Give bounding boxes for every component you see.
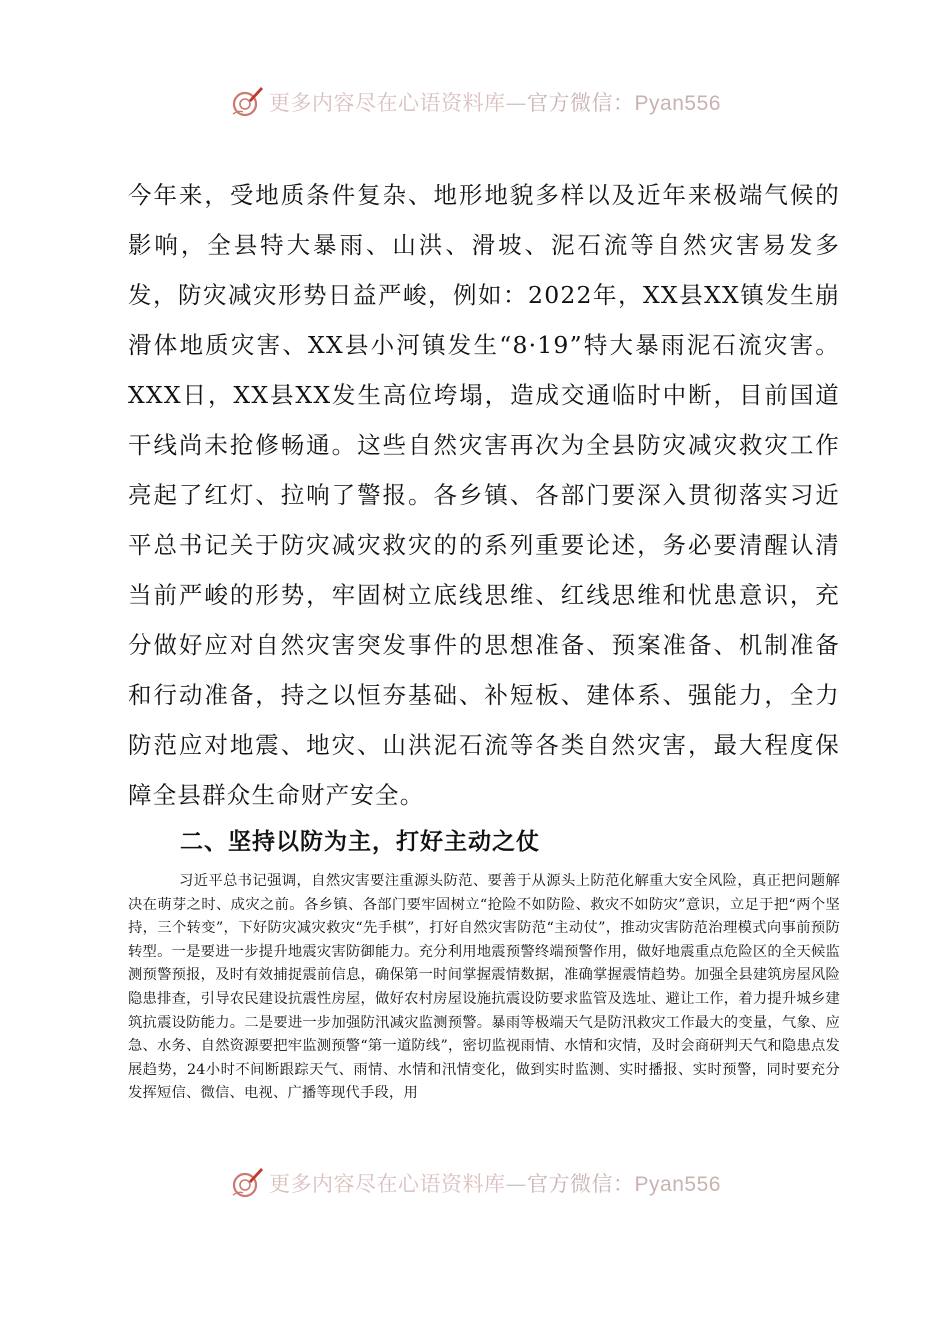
body-paragraph-small: 习近平总书记强调，自然灾害要注重源头防范、要善于从源头上防范化解重大安全风险，真正把问题解决在萌芽之时、成灾之前。各乡镇、各部门要牢固树立“抢险不如防险、救灾不如防灾”意识，立足于把“两个坚持，三个转变”，下好防灾减灾救灾“先手棋”，打好自然灾害防范“主动仗”，推动灾害防范治理模式向事前预防转型。一是要进一步提升地震灾害防御能力。充分利用地震预警终端预警作用，做好地震重点危险区的全天候监测预警预报，及时有效捕捉震前信息，确保第一时间掌握震情数据，准确掌握震情趋势。加强全县建筑房屋风险隐患排查，引导农民建设抗震性房屋，做好农村房屋设施抗震设防要求监管及选址、避让工作，着力提升城乡建筑抗震设防能力。二是要进一步加强防汛减灾监测预警。暴雨等极端天气是防汛救灾工作最大的变量，气象、应急、水务、自然资源要把牢监测预警“第一道防线”，密切监视雨情、水情和灾情，及时会商研判天气和隐患点发展趋势，24小时不间断跟踪天气、雨情、水情和汛情变化，做到实时监测、实时播报、实时预警，同时要充分发挥短信、微信、电视、广播等现代手段，用	[128, 873, 840, 1102]
footer-banner-text	[269, 1168, 721, 1198]
pen-logo-icon	[229, 1165, 265, 1201]
header-banner-separator: —	[505, 91, 528, 115]
header-banner-wechat: 官方微信：Pyan556	[527, 92, 721, 115]
footer-watermark-banner	[0, 1163, 950, 1203]
footer-banner-separator: —	[505, 1172, 528, 1196]
body-paragraph-large: 今年来，受地质条件复杂、地形地貌多样以及近年来极端气候的影响，全县特大暴雨、山洪、滑坡、泥石流等自然灾害易发多发，防灾减灾形势日益严峻，例如：2022年，XX县XX镇发生崩滑体地质灾害、XX县小河镇发生“8·19”特大暴雨泥石流灾害。XXX日，XX县XX发生高位垮塌，造成交通临时中断，目前国道干线尚未抢修畅通。这些自然灾害再次为全县防灾减灾救灾工作亮起了红灯、拉响了警报。各乡镇、各部门要深入贯彻落实习近平总书记关于防灾减灾救灾的的系列重要论述，务必要清醒认清当前严峻的形势，牢固树立底线思维、红线思维和忧患意识，充分做好应对自然灾害突发事件的思想准备、预案准备、机制准备和行动准备，持之以恒夯基础、补短板、建体系、强能力，全力防范应对地震、地灾、山洪泥石流等各类自然灾害，最大程度保障全县群众生命财产安全。	[128, 181, 840, 809]
footer-banner-title: 更多内容尽在心语资料库	[269, 1172, 506, 1196]
header-banner-title: 更多内容尽在心语资料库	[269, 91, 506, 115]
header-watermark-banner	[0, 82, 950, 122]
footer-banner-wechat: 官方微信：Pyan556	[527, 1173, 721, 1196]
header-banner-text	[269, 87, 721, 117]
section-heading: 二、坚持以防为主，打好主动之仗	[180, 829, 540, 855]
pen-logo-icon	[229, 84, 265, 120]
